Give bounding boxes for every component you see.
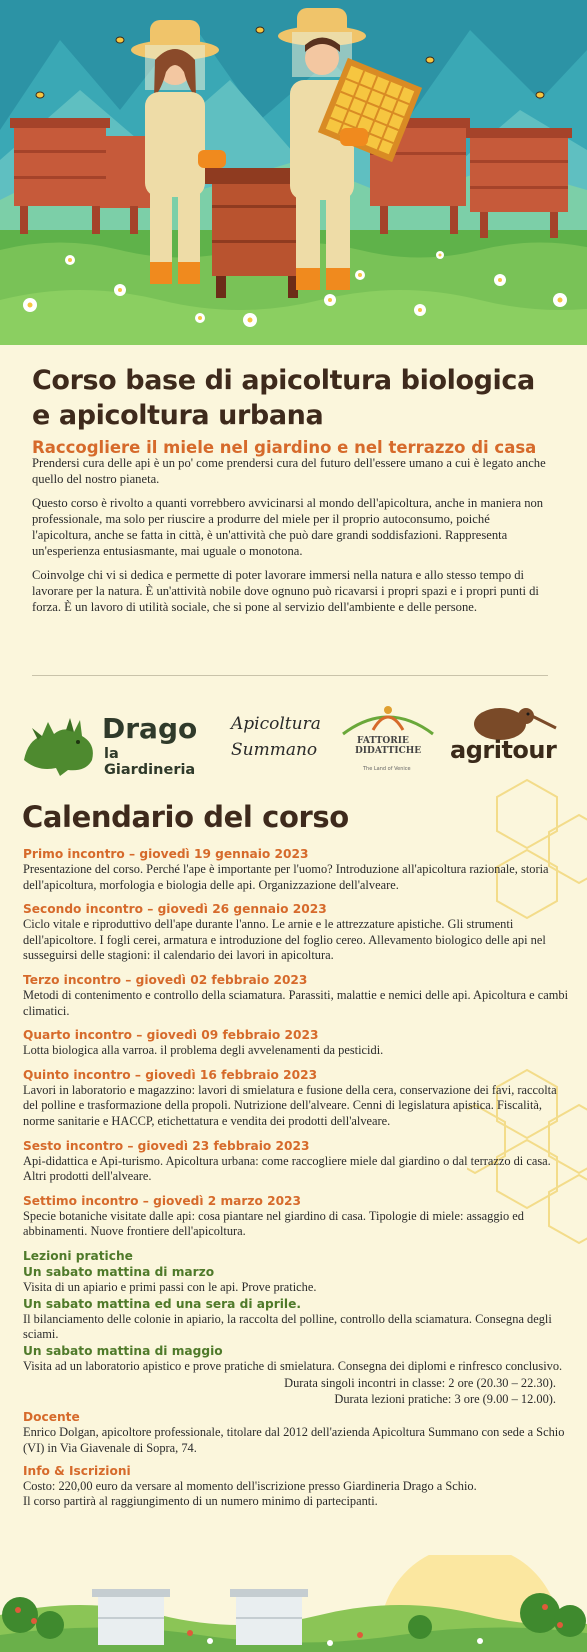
kiwi-bird-icon — [448, 700, 568, 740]
intro-paragraph: Coinvolge chi vi si dedica e permette di poter lavorare immersi nella natura e allo stesso tempo di lavorare per la natura. È un'attività nobile dove ognuno può ricavarsi i propri spazi e i propri punti di forza. È un lavoro di utilità sociale, che si pone al servizio dell'ambiente e delle persone. — [32, 568, 539, 614]
intro-paragraph: Questo corso è rivolto a quanti vorrebbero avvicinarsi al mondo dell'apicoltura, anche in maniera non professionale, ma solo per riuscire a produrre del miele per il proprio autoconsumo, poiché l'apicoltura, anche se fatta in città, è un'attività che può dare grandi soddisfazioni. Rappresenta un'esperienza entusiasmante, mai uguale o monotona. — [32, 496, 544, 558]
duration-line: Durata lezioni pratiche: 3 ore (9.00 – 12.00). — [334, 1391, 556, 1406]
practical-lesson-heading: Un sabato mattina di maggio — [23, 1343, 223, 1358]
leaves-icon — [333, 700, 443, 740]
drago-logo-subtitle: la Giardineria — [104, 746, 196, 778]
page-title-line-2: e apicoltura urbana — [32, 400, 324, 431]
meeting-item — [23, 1138, 568, 1185]
meeting-description: Metodi di contenimento e controllo della sciamatura. Parassiti, malattie e nemici delle api. Apicoltura e cambi climatici. — [23, 987, 569, 1018]
apicoltura-logo-line-2: Summano — [231, 740, 318, 760]
duration-line: Durata singoli incontri in classe: 2 ore (20.30 – 22.30). — [284, 1376, 556, 1391]
meeting-item — [23, 972, 568, 1019]
hero-illustration — [0, 0, 587, 345]
meeting-description: Api-didattica e Api-turismo. Apicoltura urbana: come raccogliere miele dal giardino o dal terrazzo di casa. Altri prodotti dell'alveare. — [23, 1153, 551, 1184]
meeting-heading: Primo incontro – giovedì 19 gennaio 2023 — [23, 847, 309, 861]
apicoltura-summano-logo — [223, 700, 323, 780]
fattorie-logo-footer: The Land of Venice — [363, 766, 411, 772]
meeting-description: Specie botaniche visitate dalle api: cosa piantare nel giardino di casa. Tipologie di miele: assaggio ed abbinamenti. Nuove frontiere dell'apicoltura. — [23, 1208, 524, 1239]
fattorie-didattiche-logo — [333, 700, 443, 780]
practical-lessons-title: Lezioni pratiche — [23, 1248, 133, 1263]
meeting-item — [23, 1067, 568, 1130]
agritour-logo — [448, 700, 568, 780]
meeting-description: Ciclo vitale e riproduttivo dell'ape durante l'anno. Le arnie e le attrezzature apistiche. Gli strumenti dell'apicoltore. I fogli cerei, armatura e introduzione del foglio cereo. Allevamento biologico delle api nel susseguirsi delle stagioni: il calendario dei lavori in apicoltura. — [23, 917, 546, 963]
calendar-list — [23, 846, 568, 1510]
apicoltura-logo-line-1: Apicoltura — [231, 714, 321, 734]
meeting-description: Lotta biologica alla varroa. il problema degli avvelenamenti da pesticidi. — [23, 1043, 384, 1058]
practical-lesson-description: Il bilanciamento delle colonie in apiario, la raccolta del polline, controllo della sciamatura. Consegna degli sciami. — [23, 1311, 552, 1342]
practical-lessons — [23, 1248, 568, 1374]
intro-text — [32, 455, 552, 623]
page-title — [32, 363, 562, 433]
meeting-heading: Quarto incontro – giovedì 09 febbraio 2023 — [23, 1028, 319, 1043]
drago-logo — [18, 700, 208, 780]
duration-info — [23, 1376, 568, 1407]
practical-lesson-description: Visita ad un laboratorio apistico e prove pratiche di smielatura. Consegna dei diplomi e rinfresco conclusivo. — [23, 1358, 563, 1373]
footer-illustration — [0, 1555, 587, 1652]
garden-hives-illustration — [0, 1555, 587, 1652]
teacher-description: Enrico Dolgan, apicoltore professionale, titolare dal 2012 dell'azienda Apicoltura Summano con sede a Schio (VI) in Via Giavenale di Sopra, 74. — [23, 1425, 565, 1456]
practical-lesson-heading: Un sabato mattina ed una sera di aprile. — [23, 1296, 301, 1311]
calendar-title: Calendario del corso — [22, 800, 349, 834]
meeting-heading: Settimo incontro – giovedì 2 marzo 2023 — [23, 1193, 302, 1208]
meeting-item — [23, 901, 568, 964]
info-line: Il corso partirà al raggiungimento di un numero minimo di partecipanti. — [23, 1494, 378, 1509]
title-block — [32, 363, 562, 459]
practical-lesson-description: Visita di un apiario e primi passi con le api. Prove pratiche. — [23, 1279, 317, 1294]
dragon-icon — [18, 700, 102, 780]
meeting-description: Lavori in laboratorio e magazzino: lavori di smielatura e fusione della cera, conservazione dei favi, raccolta del polline e trasformazione della propoli. Nutrizione dell'alveare. Cenni di legislatura apistica. Fiscalità, norme sanitarie e HACCP, etichettatura e vendita dei prodotti dell'alveare. — [23, 1082, 557, 1128]
meeting-heading: Quinto incontro – giovedì 16 febbraio 2023 — [23, 1067, 318, 1082]
teacher-title: Docente — [23, 1410, 80, 1425]
intro-paragraph: Prendersi cura delle api è un po' come prendersi cura del futuro dell'essere umano a cui è legato anche quello del nostro pianeta. — [32, 456, 546, 486]
partner-logos — [18, 700, 568, 780]
page-title-line-1: Corso base di apicoltura biologica — [32, 365, 535, 396]
fattorie-logo-line-1: FATTORIE — [357, 736, 409, 746]
agritour-logo-text: agritour — [450, 736, 557, 764]
meeting-item — [23, 846, 568, 893]
meeting-heading: Secondo incontro – giovedì 26 gennaio 2023 — [23, 902, 327, 917]
beekeepers-illustration — [0, 0, 587, 345]
meeting-description: Presentazione del corso. Perché l'ape è importante per l'uomo? Introduzione all'apicoltura razionale, storia dell'apicoltura, morfologia e biologia delle api. Organizzazione dell'alveare. — [23, 862, 549, 892]
info-title: Info & Iscrizioni — [23, 1463, 131, 1478]
page-subtitle: Raccogliere il miele nel giardino e nel terrazzo di casa — [32, 438, 537, 457]
drago-logo-name: Drago — [102, 712, 198, 745]
meeting-heading: Terzo incontro – giovedì 02 febbraio 2023 — [23, 972, 308, 987]
info-line: Costo: 220,00 euro da versare al momento dell'iscrizione presso Giardineria Drago a Schio. — [23, 1478, 477, 1493]
meeting-item — [23, 1193, 568, 1240]
section-divider — [32, 675, 548, 676]
practical-lesson-heading: Un sabato mattina di marzo — [23, 1264, 215, 1279]
meeting-heading: Sesto incontro – giovedì 23 febbraio 2023 — [23, 1138, 310, 1153]
meeting-item — [23, 1027, 568, 1059]
fattorie-logo-line-2: DIDATTICHE — [355, 746, 422, 756]
